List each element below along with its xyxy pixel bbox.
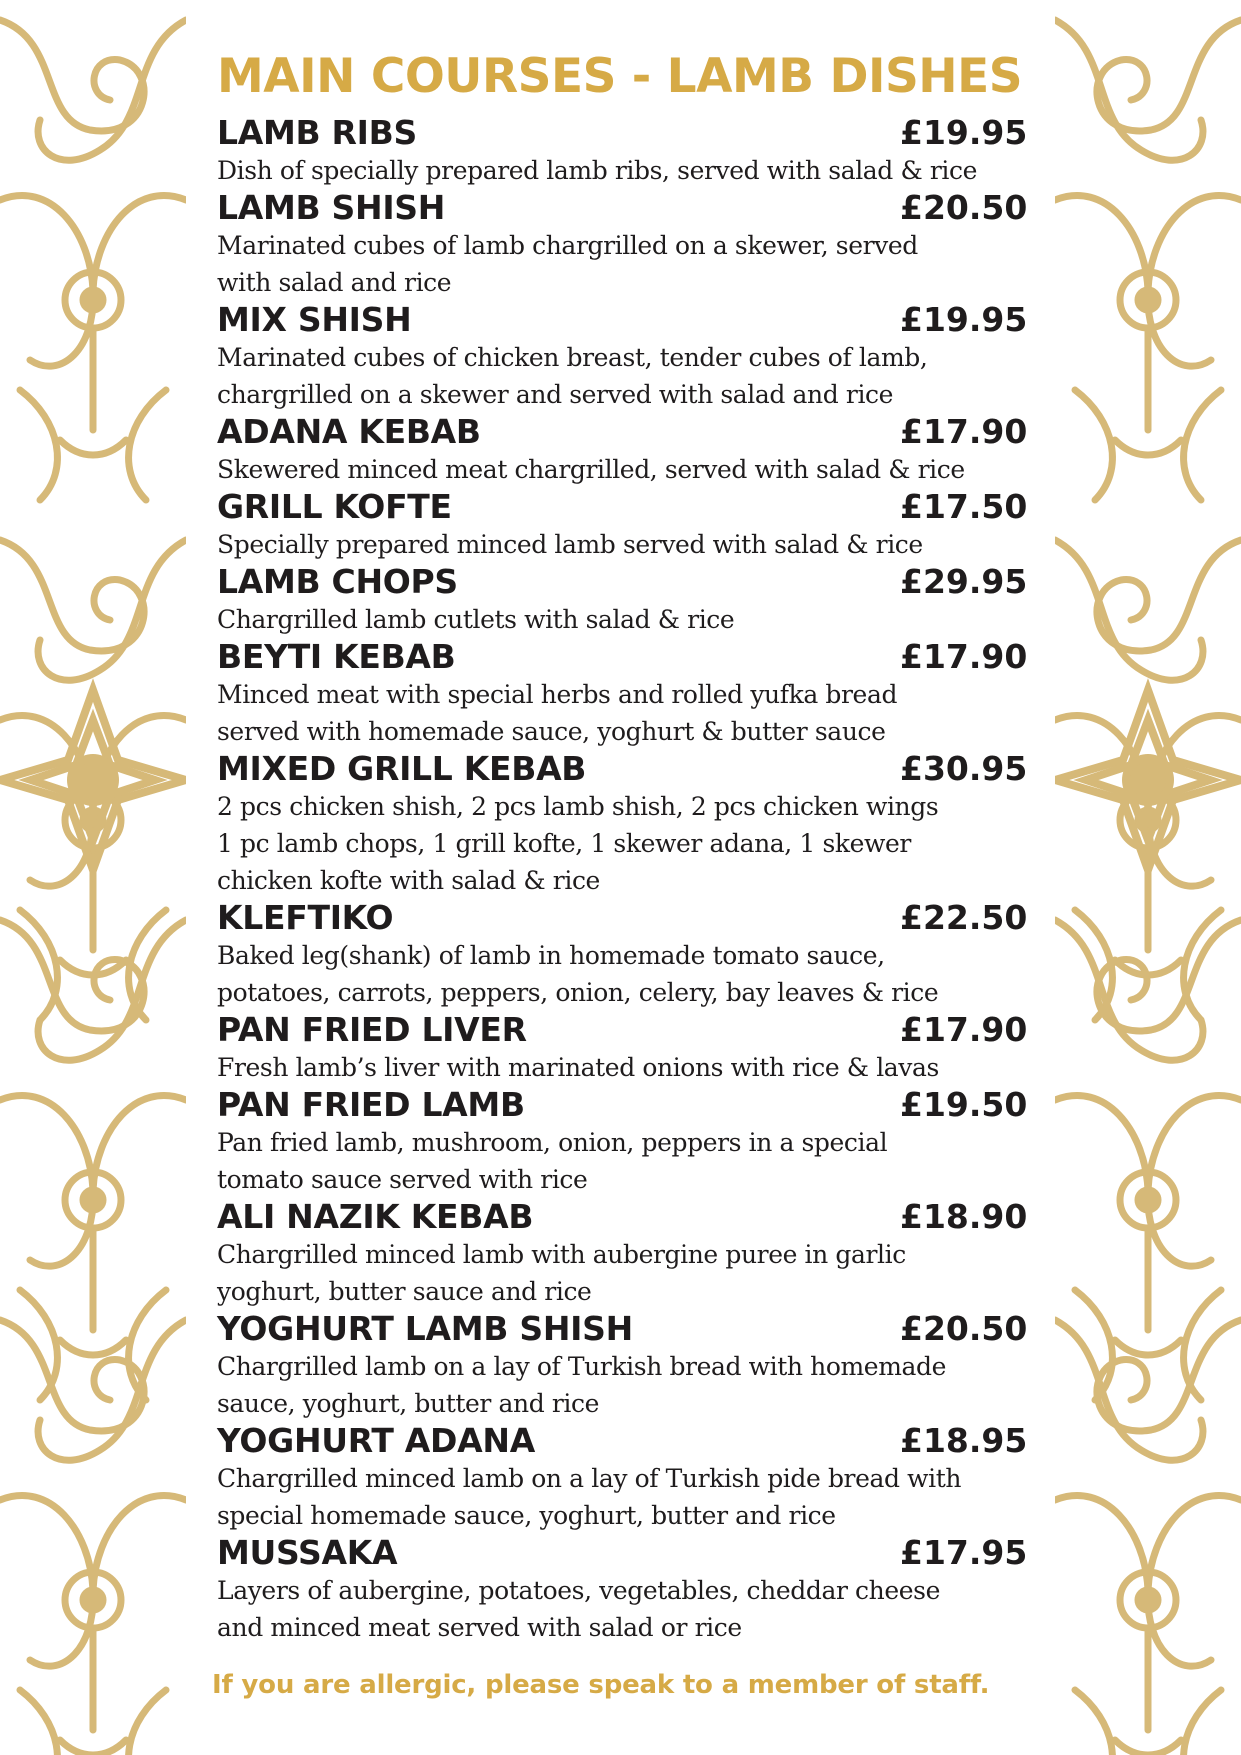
dish-price: £17.90 (900, 412, 1028, 451)
menu-item-header (217, 300, 1028, 339)
dish-description: Chargrilled lamb cutlets with salad & rice (217, 605, 735, 634)
left-ornament-border (0, 0, 186, 1755)
dish-name: ADANA KEBAB (217, 412, 481, 451)
dish-name: MUSSAKA (217, 1533, 398, 1572)
dish-name: LAMB CHOPS (217, 562, 458, 601)
dish-description: tomato sauce served with rice (217, 1165, 588, 1194)
menu-item-header (217, 1533, 1028, 1572)
menu-item (217, 1010, 1028, 1086)
menu-item-header (217, 749, 1028, 788)
menu-item-header (217, 487, 1028, 526)
dish-name: LAMB SHISH (217, 188, 446, 227)
menu-item (217, 1197, 1028, 1310)
menu-item-header (217, 1309, 1028, 1348)
dish-name: PAN FRIED LAMB (217, 1085, 525, 1124)
dish-description: Minced meat with special herbs and rolled yufka bread (217, 680, 898, 709)
menu-item (217, 562, 1028, 638)
dish-description: Skewered minced meat chargrilled, served with salad & rice (217, 455, 965, 484)
dish-price: £22.50 (900, 898, 1028, 937)
menu-item-header (217, 1197, 1028, 1236)
ornament-pattern-right (1055, 0, 1241, 1755)
dish-price: £19.95 (900, 300, 1028, 339)
menu-item-header (217, 1421, 1028, 1460)
dish-price: £17.95 (900, 1533, 1028, 1572)
menu-item (217, 113, 1028, 189)
dish-description: 1 pc lamb chops, 1 grill kofte, 1 skewer adana, 1 skewer (217, 829, 911, 858)
menu-item-header (217, 1085, 1028, 1124)
dish-description: Chargrilled lamb on a lay of Turkish bread with homemade (217, 1352, 947, 1381)
dish-description: sauce, yoghurt, butter and rice (217, 1389, 599, 1418)
dish-name: KLEFTIKO (217, 898, 394, 937)
menu-item-header (217, 1010, 1028, 1049)
allergy-notice: If you are allergic, please speak to a member of staff. (212, 1670, 990, 1700)
dish-name: PAN FRIED LIVER (217, 1010, 527, 1049)
dish-description: Pan fried lamb, mushroom, onion, peppers in a special (217, 1128, 888, 1157)
menu-title: MAIN COURSES - LAMB DISHES (217, 49, 1023, 104)
dish-description: Fresh lamb’s liver with marinated onions with rice & lavas (217, 1053, 939, 1082)
menu-item (217, 1309, 1028, 1422)
dish-name: YOGHURT LAMB SHISH (217, 1309, 633, 1348)
dish-description: Baked leg(shank) of lamb in homemade tomato sauce, (217, 941, 885, 970)
dish-description: Chargrilled minced lamb on a lay of Turkish pide bread with (217, 1464, 962, 1493)
dish-description: chicken kofte with salad & rice (217, 866, 600, 895)
dish-description: Specially prepared minced lamb served with salad & rice (217, 530, 923, 559)
dish-description: Marinated cubes of chicken breast, tender cubes of lamb, (217, 343, 928, 372)
menu-item (217, 487, 1028, 563)
menu-item-header (217, 113, 1028, 152)
dish-name: LAMB RIBS (217, 113, 417, 152)
dish-name: BEYTI KEBAB (217, 637, 456, 676)
menu-item-header (217, 898, 1028, 937)
dish-price: £17.90 (900, 637, 1028, 676)
dish-description: potatoes, carrots, peppers, onion, celery, bay leaves & rice (217, 978, 939, 1007)
dish-price: £17.90 (900, 1010, 1028, 1049)
dish-description: Marinated cubes of lamb chargrilled on a skewer, served (217, 231, 918, 260)
menu-item (217, 1421, 1028, 1534)
dish-name: GRILL KOFTE (217, 487, 452, 526)
dish-price: £18.90 (900, 1197, 1028, 1236)
menu-item (217, 749, 1028, 899)
menu-item (217, 300, 1028, 413)
ornament-pattern-left (0, 0, 186, 1755)
menu-item-list (217, 113, 1028, 1646)
dish-description: Dish of specially prepared lamb ribs, served with salad & rice (217, 156, 978, 185)
dish-price: £19.50 (900, 1085, 1028, 1124)
dish-description: special homemade sauce, yoghurt, butter and rice (217, 1501, 836, 1530)
dish-price: £30.95 (900, 749, 1028, 788)
menu-item (217, 188, 1028, 301)
menu-content (217, 40, 1028, 1646)
menu-item-header (217, 637, 1028, 676)
dish-description: 2 pcs chicken shish, 2 pcs lamb shish, 2 pcs chicken wings (217, 792, 939, 821)
dish-price: £19.95 (900, 113, 1028, 152)
menu-item-header (217, 188, 1028, 227)
menu-item-header (217, 562, 1028, 601)
dish-name: MIXED GRILL KEBAB (217, 749, 587, 788)
dish-price: £18.95 (900, 1421, 1028, 1460)
dish-description: and minced meat served with salad or rice (217, 1613, 742, 1642)
dish-price: £20.50 (900, 188, 1028, 227)
dish-description: Layers of aubergine, potatoes, vegetables, cheddar cheese (217, 1576, 940, 1605)
dish-description: chargrilled on a skewer and served with salad and rice (217, 380, 894, 409)
menu-item (217, 1085, 1028, 1198)
right-ornament-border (1055, 0, 1241, 1755)
dish-price: £17.50 (900, 487, 1028, 526)
dish-price: £29.95 (900, 562, 1028, 601)
menu-item (217, 1533, 1028, 1646)
dish-description: Chargrilled minced lamb with aubergine puree in garlic (217, 1240, 906, 1269)
menu-item (217, 898, 1028, 1011)
dish-name: ALI NAZIK KEBAB (217, 1197, 534, 1236)
dish-name: MIX SHISH (217, 300, 412, 339)
dish-price: £20.50 (900, 1309, 1028, 1348)
menu-item (217, 412, 1028, 488)
dish-description: with salad and rice (217, 268, 452, 297)
menu-item (217, 637, 1028, 750)
dish-name: YOGHURT ADANA (217, 1421, 535, 1460)
menu-item-header (217, 412, 1028, 451)
dish-description: served with homemade sauce, yoghurt & butter sauce (217, 717, 886, 746)
dish-description: yoghurt, butter sauce and rice (217, 1277, 592, 1306)
